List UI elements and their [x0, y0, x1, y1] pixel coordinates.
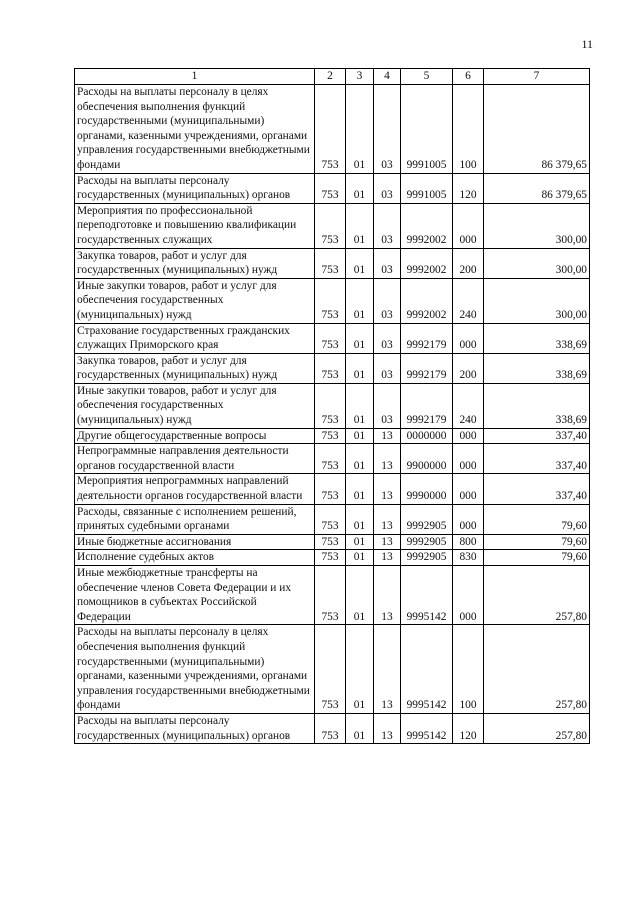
ministry-code-cell: 753	[315, 474, 346, 504]
section-code-cell: 01	[346, 85, 374, 174]
expense-name-cell: Расходы на выплаты персоналу в целях обеспечения выполнения функций государственными (муниципальными) органами, казенными учреждениями, органами управления государственными внебюджетными фондами	[75, 625, 315, 714]
subsection-code-cell: 13	[374, 444, 401, 474]
ministry-code-cell: 753	[315, 504, 346, 534]
subsection-code-cell: 13	[374, 566, 401, 625]
section-code-cell: 01	[346, 504, 374, 534]
table-body	[75, 85, 590, 744]
expense-type-cell: 120	[453, 713, 484, 743]
expense-name-cell: Иные закупки товаров, работ и услуг для обеспечения государственных (муниципальных) нужд	[75, 383, 315, 428]
section-code-cell: 01	[346, 323, 374, 353]
table-row	[75, 504, 590, 534]
section-code-cell: 01	[346, 713, 374, 743]
subsection-code-cell: 03	[374, 85, 401, 174]
ministry-code-cell: 753	[315, 713, 346, 743]
expense-name-cell: Иные закупки товаров, работ и услуг для обеспечения государственных (муниципальных) нужд	[75, 278, 315, 323]
subsection-code-cell: 03	[374, 173, 401, 203]
expense-type-cell: 000	[453, 203, 484, 248]
expense-type-cell: 100	[453, 625, 484, 714]
header-col-5: 5	[401, 69, 453, 85]
target-article-cell: 9992179	[401, 383, 453, 428]
ministry-code-cell: 753	[315, 428, 346, 444]
expense-type-cell: 240	[453, 278, 484, 323]
target-article-cell: 9992905	[401, 504, 453, 534]
amount-cell: 337,40	[484, 428, 590, 444]
amount-cell: 338,69	[484, 353, 590, 383]
amount-cell: 79,60	[484, 504, 590, 534]
amount-cell: 257,80	[484, 566, 590, 625]
target-article-cell: 9992002	[401, 248, 453, 278]
table-row	[75, 248, 590, 278]
ministry-code-cell: 753	[315, 444, 346, 474]
subsection-code-cell: 03	[374, 248, 401, 278]
ministry-code-cell: 753	[315, 353, 346, 383]
ministry-code-cell: 753	[315, 85, 346, 174]
subsection-code-cell: 13	[374, 474, 401, 504]
target-article-cell: 9990000	[401, 474, 453, 504]
ministry-code-cell: 753	[315, 566, 346, 625]
table-row	[75, 383, 590, 428]
subsection-code-cell: 13	[374, 713, 401, 743]
section-code-cell: 01	[346, 444, 374, 474]
amount-cell: 338,69	[484, 323, 590, 353]
target-article-cell: 9900000	[401, 444, 453, 474]
target-article-cell: 9991005	[401, 173, 453, 203]
expense-type-cell: 800	[453, 534, 484, 550]
amount-cell: 300,00	[484, 248, 590, 278]
expense-type-cell: 000	[453, 428, 484, 444]
expense-type-cell: 200	[453, 248, 484, 278]
section-code-cell: 01	[346, 534, 374, 550]
expense-type-cell: 000	[453, 504, 484, 534]
target-article-cell: 9992905	[401, 550, 453, 566]
subsection-code-cell: 03	[374, 203, 401, 248]
ministry-code-cell: 753	[315, 248, 346, 278]
subsection-code-cell: 13	[374, 428, 401, 444]
table-row	[75, 85, 590, 174]
section-code-cell: 01	[346, 383, 374, 428]
subsection-code-cell: 03	[374, 323, 401, 353]
expense-type-cell: 200	[453, 353, 484, 383]
header-col-7: 7	[484, 69, 590, 85]
subsection-code-cell: 03	[374, 383, 401, 428]
table-row	[75, 566, 590, 625]
section-code-cell: 01	[346, 248, 374, 278]
subsection-code-cell: 13	[374, 625, 401, 714]
section-code-cell: 01	[346, 203, 374, 248]
expense-name-cell: Иные бюджетные ассигнования	[75, 534, 315, 550]
section-code-cell: 01	[346, 353, 374, 383]
expense-name-cell: Другие общегосударственные вопросы	[75, 428, 315, 444]
header-col-1: 1	[75, 69, 315, 85]
expense-name-cell: Иные межбюджетные трансферты на обеспечение членов Совета Федерации и их помощников в субъектах Российской Федерации	[75, 566, 315, 625]
table-row	[75, 323, 590, 353]
amount-cell: 86 379,65	[484, 85, 590, 174]
ministry-code-cell: 753	[315, 534, 346, 550]
amount-cell: 86 379,65	[484, 173, 590, 203]
expense-type-cell: 240	[453, 383, 484, 428]
section-code-cell: 01	[346, 173, 374, 203]
budget-table	[74, 68, 590, 744]
section-code-cell: 01	[346, 278, 374, 323]
table-row	[75, 428, 590, 444]
target-article-cell: 9995142	[401, 625, 453, 714]
table-row	[75, 474, 590, 504]
expense-name-cell: Расходы на выплаты персоналу государственных (муниципальных) органов	[75, 173, 315, 203]
subsection-code-cell: 13	[374, 550, 401, 566]
target-article-cell: 9992002	[401, 203, 453, 248]
amount-cell: 337,40	[484, 474, 590, 504]
table-row	[75, 534, 590, 550]
target-article-cell: 9992179	[401, 353, 453, 383]
target-article-cell: 9992002	[401, 278, 453, 323]
expense-type-cell: 830	[453, 550, 484, 566]
ministry-code-cell: 753	[315, 173, 346, 203]
target-article-cell: 9992179	[401, 323, 453, 353]
expense-name-cell: Расходы на выплаты персоналу в целях обеспечения выполнения функций государственными (муниципальными) органами, казенными учреждениями, органами управления государственными внебюджетными фондами	[75, 85, 315, 174]
section-code-cell: 01	[346, 474, 374, 504]
header-col-2: 2	[315, 69, 346, 85]
subsection-code-cell: 03	[374, 278, 401, 323]
table-row	[75, 625, 590, 714]
amount-cell: 338,69	[484, 383, 590, 428]
subsection-code-cell: 13	[374, 504, 401, 534]
table-row	[75, 278, 590, 323]
expense-type-cell: 120	[453, 173, 484, 203]
amount-cell: 300,00	[484, 278, 590, 323]
table-row	[75, 550, 590, 566]
expense-name-cell: Страхование государственных гражданских служащих Приморского края	[75, 323, 315, 353]
ministry-code-cell: 753	[315, 278, 346, 323]
ministry-code-cell: 753	[315, 203, 346, 248]
expense-name-cell: Расходы на выплаты персоналу государственных (муниципальных) органов	[75, 713, 315, 743]
expense-type-cell: 000	[453, 566, 484, 625]
table-row	[75, 444, 590, 474]
subsection-code-cell: 03	[374, 353, 401, 383]
subsection-code-cell: 13	[374, 534, 401, 550]
section-code-cell: 01	[346, 428, 374, 444]
table-header-row	[75, 69, 590, 85]
expense-name-cell: Закупка товаров, работ и услуг для государственных (муниципальных) нужд	[75, 353, 315, 383]
section-code-cell: 01	[346, 550, 374, 566]
table-row	[75, 713, 590, 743]
table-row	[75, 353, 590, 383]
target-article-cell: 9995142	[401, 566, 453, 625]
expense-name-cell: Закупка товаров, работ и услуг для государственных (муниципальных) нужд	[75, 248, 315, 278]
expense-type-cell: 000	[453, 474, 484, 504]
amount-cell: 257,80	[484, 625, 590, 714]
expense-type-cell: 000	[453, 323, 484, 353]
expense-type-cell: 100	[453, 85, 484, 174]
target-article-cell: 9991005	[401, 85, 453, 174]
expense-name-cell: Мероприятия по профессиональной переподготовке и повышению квалификации государственных служащих	[75, 203, 315, 248]
amount-cell: 79,60	[484, 550, 590, 566]
section-code-cell: 01	[346, 625, 374, 714]
table-row	[75, 203, 590, 248]
section-code-cell: 01	[346, 566, 374, 625]
expense-name-cell: Непрограммные направления деятельности органов государственной власти	[75, 444, 315, 474]
expense-name-cell: Исполнение судебных актов	[75, 550, 315, 566]
expense-name-cell: Мероприятия непрограммных направлений деятельности органов государственной власти	[75, 474, 315, 504]
header-col-3: 3	[346, 69, 374, 85]
expense-name-cell: Расходы, связанные с исполнением решений, принятых судебными органами	[75, 504, 315, 534]
amount-cell: 79,60	[484, 534, 590, 550]
ministry-code-cell: 753	[315, 383, 346, 428]
target-article-cell: 0000000	[401, 428, 453, 444]
table-row	[75, 173, 590, 203]
target-article-cell: 9992905	[401, 534, 453, 550]
ministry-code-cell: 753	[315, 550, 346, 566]
amount-cell: 300,00	[484, 203, 590, 248]
header-col-6: 6	[453, 69, 484, 85]
page-number: 11	[581, 37, 593, 51]
target-article-cell: 9995142	[401, 713, 453, 743]
amount-cell: 337,40	[484, 444, 590, 474]
header-col-4: 4	[374, 69, 401, 85]
ministry-code-cell: 753	[315, 625, 346, 714]
ministry-code-cell: 753	[315, 323, 346, 353]
amount-cell: 257,80	[484, 713, 590, 743]
expense-type-cell: 000	[453, 444, 484, 474]
